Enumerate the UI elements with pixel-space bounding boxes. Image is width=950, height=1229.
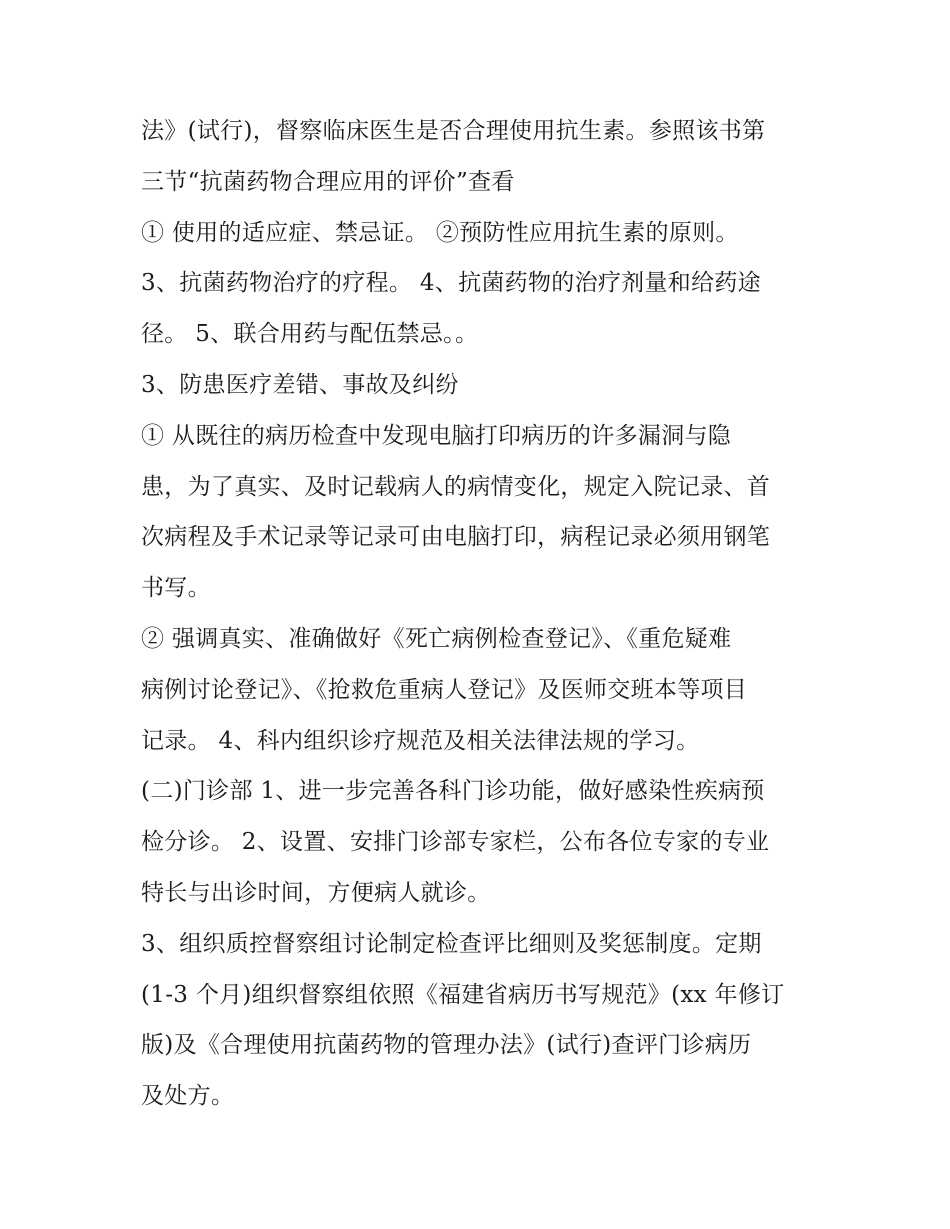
text-line: 3、组织质控督察组讨论制定检查评比细则及奖惩制度。定期	[141, 930, 762, 957]
text-line: 特长与出诊时间，方便病人就诊。	[141, 879, 491, 906]
text-line: 患，为了真实、及时记载病人的病情变化，规定入院记录、首	[141, 473, 771, 500]
text-line: 3、抗菌药物治疗的疗程。 4、抗菌药物的治疗剂量和给药途	[141, 270, 761, 297]
text-line: 记录。 4、科内组织诊疗规范及相关法律法规的学习。	[141, 727, 700, 754]
text-line: 法》(试行)，督察临床医生是否合理使用抗生素。参照该书第	[141, 118, 766, 144]
text-line: 检分诊。 2、设置、安排门诊部专家栏，公布各位专家的专业	[141, 829, 770, 856]
text-line: 径。 5、联合用药与配伍禁忌。。	[141, 321, 479, 348]
text-line: 次病程及手术记录等记录可由电脑打印，病程记录必须用钢笔	[141, 524, 771, 551]
text-line: 三节“抗菌药物合理应用的评价”查看	[141, 168, 515, 195]
text-line: (1-3 个月)组织督察组依照《福建省病历书写规范》(xx 年修订	[141, 981, 785, 1008]
text-line: 版)及《合理使用抗菌药物的管理办法》(试行)查评门诊病历	[141, 1032, 752, 1059]
text-line: 及处方。	[141, 1083, 235, 1110]
text-line: (二)门诊部 1、进一步完善各科门诊功能，做好感染性疾病预	[141, 778, 765, 805]
text-line: 3、防患医疗差错、事故及纠纷	[141, 371, 459, 398]
text-line: 病例讨论登记》、《抢救危重病人登记》及医师交班本等项目	[141, 676, 748, 703]
text-line: 书写。	[141, 575, 211, 602]
text-line: ① 使用的适应症、禁忌证。 ②预防性应用抗生素的原则。	[141, 219, 739, 246]
text-line: ① 从既往的病历检查中发现电脑打印病历的许多漏洞与隐	[141, 422, 732, 449]
text-line: ② 强调真实、准确做好《死亡病例检查登记》、《重危疑难	[141, 625, 732, 652]
document-body	[141, 106, 831, 1122]
